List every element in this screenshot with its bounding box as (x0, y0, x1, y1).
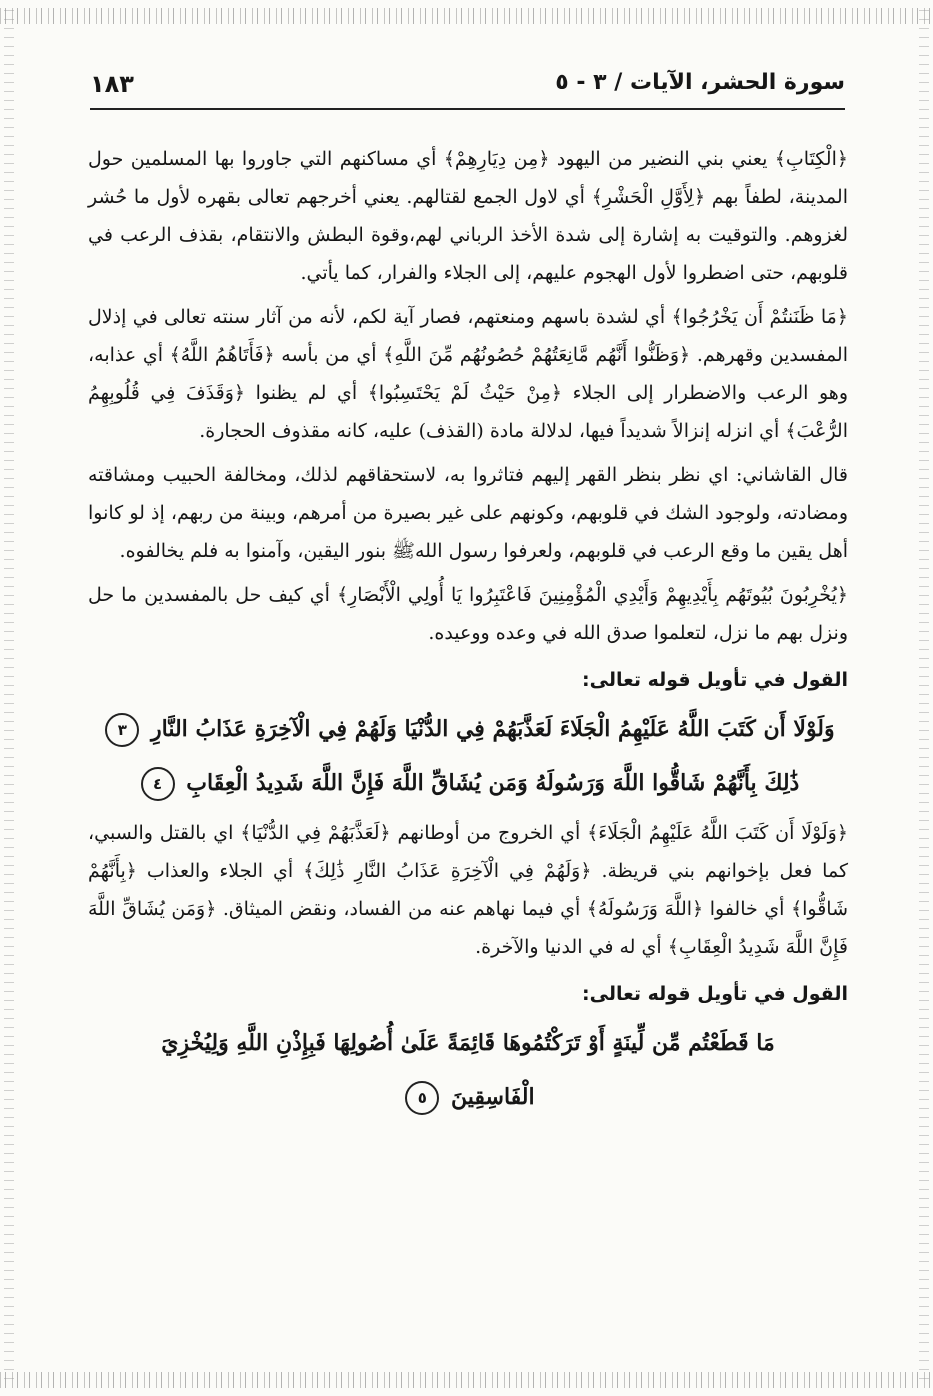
ornamental-border-top (0, 8, 933, 24)
ayah-number-3: ٣ (105, 713, 139, 747)
section-heading-1: القول في تأويل قوله تعالى: (582, 669, 848, 691)
ayah-number-4: ٤ (141, 767, 175, 801)
ornamental-border-left (4, 10, 14, 1386)
paragraph-3: قال القاشاني: اي نظر بنظر القهر إليهم فتاثروا به، لاستحقاقهم لذلك، ومخالفة الحبيب ومشاقته ومضادته، ولوجود الشك في قلوبهم، وكونهم على غير بصيرة من أمرهم، وبينة من ربهم، إذ لو كانوا أهل يقين ما وقع الرعب في قلوبهم، ولعرفوا رسول اللهﷺ بنور اليقين، وآمنوا به فلم يخالفوه. (88, 464, 848, 562)
verse-3-text: وَلَوْلَا أَن كَتَبَ اللَّهُ عَلَيْهِمُ الْجَلَاءَ لَعَذَّبَهُمْ فِي الدُّنْيَا وَلَهُمْ فِي الْآخِرَةِ عَذَابُ النَّارِ (151, 716, 835, 742)
page-number: ١٨٣ (90, 70, 134, 98)
section-heading-2: القول في تأويل قوله تعالى: (582, 983, 848, 1005)
ornamental-border-bottom (0, 1372, 933, 1388)
page-body (88, 140, 848, 1120)
verse-5-end-text: الْفَاسِقِينَ (451, 1084, 535, 1110)
verse-5-text: مَا قَطَعْتُم مِّن لِّينَةٍ أَوْ تَرَكْتُمُوهَا قَائِمَةً عَلَىٰ أُصُولِهَا فَبِإِذْنِ اللَّهِ وَلِيُخْزِيَ (161, 1030, 775, 1056)
paragraph-2: ﴿مَا ظَنَنتُمْ أَن يَخْرُجُوا﴾ أي لشدة باسهم ومنعتهم، فصار آية لكم، لأنه من آثار سنته تعالى في إذلال المفسدين وقهرهم. ﴿وَظَنُّوا أَنَّهُم مَّانِعَتُهُمْ حُصُونُهُم مِّنَ اللَّهِ﴾ أي من بأسه ﴿فَأَتَاهُمُ اللَّهُ﴾ أي عذابه، وهو الرعب والاضطرار إلى الجلاء ﴿مِنْ حَيْثُ لَمْ يَحْتَسِبُوا﴾ أي لم يظنوا ﴿وَقَذَفَ فِي قُلُوبِهِمُ الرُّعْبَ﴾ أي انزله إنزالاً شديداً فيها، لدلالة مادة (القذف) عليه، كانه مقذوف الحجارة. (88, 306, 848, 442)
quran-verse-4 (88, 760, 848, 806)
page-header (90, 68, 845, 110)
ayah-number-5: ٥ (405, 1081, 439, 1115)
verse-4-text: ذَٰلِكَ بِأَنَّهُمْ شَاقُّوا اللَّهَ وَرَسُولَهُ وَمَن يُشَاقِّ اللَّهَ فَإِنَّ اللَّهَ شَدِيدُ الْعِقَابِ (186, 770, 800, 796)
ornamental-border-right (919, 10, 929, 1386)
surah-title: سورة الحشر، الآيات / ٣ - ٥ (555, 70, 845, 95)
quran-verse-3 (88, 706, 848, 752)
quran-verse-5 (88, 1020, 848, 1066)
paragraph-1: ﴿الْكِتَابِ﴾ يعني بني النضير من اليهود ﴿مِن دِيَارِهِمْ﴾ أي مساكنهم التي جاوروا بها المسلمين حول المدينة، لطفاً بهم ﴿لِأَوَّلِ الْحَشْرِ﴾ أي لاول الجمع لقتالهم. يعني أخرجهم تعالى بقهره لأول ما حُشر لغزوهم. والتوقيت به إشارة إلى شدة الأخذ الرباني لهم،وقوة البطش والانتقام، بقذف الرعب في قلوبهم، حتى اضطروا لأول الهجوم عليهم، إلى الجلاء والفرار، كما يأتي. (88, 148, 848, 284)
paragraph-4: ﴿يُخْرِبُونَ بُيُوتَهُم بِأَيْدِيهِمْ وَأَيْدِي الْمُؤْمِنِينَ فَاعْتَبِرُوا يَا أُولِي الْأَبْصَارِ﴾ أي كيف حل بالمفسدين ما حل ونزل بهم ما نزل، لتعلموا صدق الله في وعده ووعيده. (88, 584, 848, 644)
quran-verse-5-end (88, 1074, 848, 1120)
paragraph-5: ﴿وَلَوْلَا أَن كَتَبَ اللَّهُ عَلَيْهِمُ الْجَلَاءَ﴾ أي الخروج من أوطانهم ﴿لَعَذَّبَهُمْ فِي الدُّنْيَا﴾ اي بالقتل والسبي، كما فعل بإخوانهم بني قريظة. ﴿وَلَهُمْ فِي الْآخِرَةِ عَذَابُ النَّارِ ذَٰلِكَ﴾ أي الجلاء والعذاب ﴿بِأَنَّهُمْ شَاقُّوا﴾ أي خالفوا ﴿اللَّهَ وَرَسُولَهُ﴾ أي فيما نهاهم عنه من الفساد، ونقض الميثاق. ﴿وَمَن يُشَاقِّ اللَّهَ فَإِنَّ اللَّهَ شَدِيدُ الْعِقَابِ﴾ أي له في الدنيا والآخرة. (88, 822, 848, 958)
